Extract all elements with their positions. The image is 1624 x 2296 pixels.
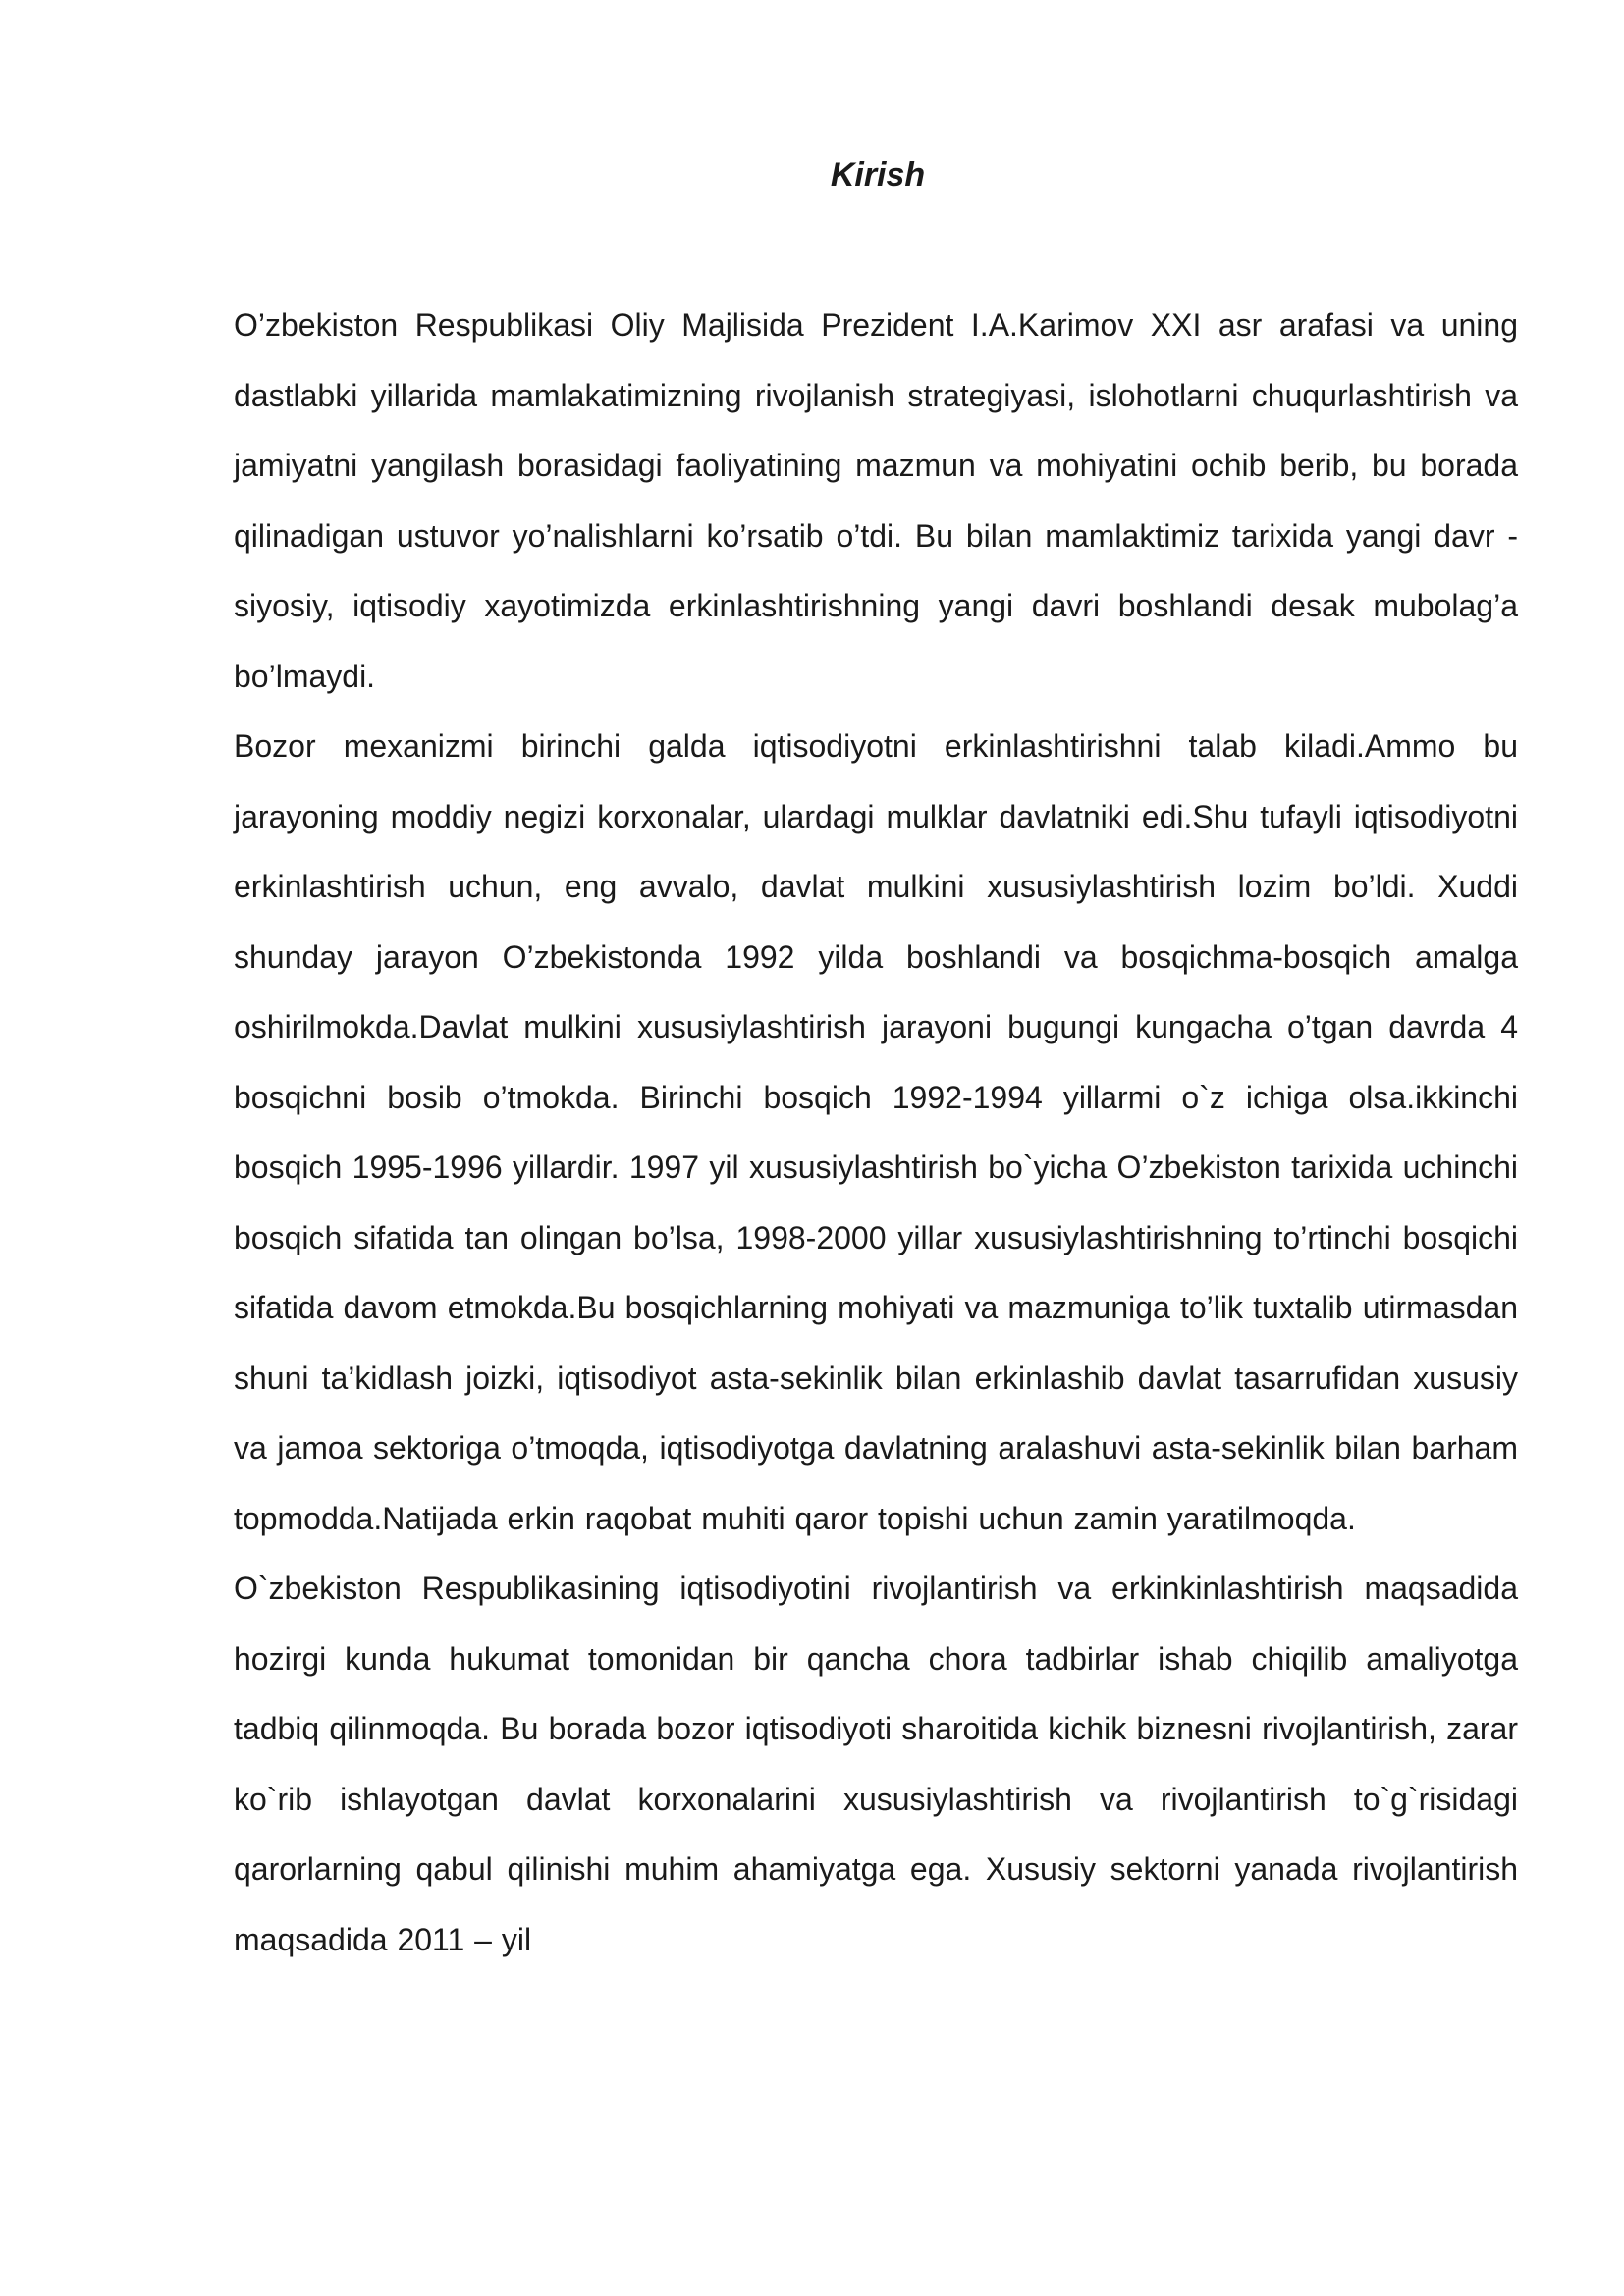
- paragraph-economy-development: O`zbekiston Respublikasining iqtisodiyotini rivojlantirish va erkinkinlashtirish maqsadida hozirgi kunda hukumat tomonidan bir qancha chora tadbirlar ishab chiqilib amaliyotga tadbiq qilinmoqda. Bu borada bozor iqtisodiyoti sharoitida kichik biznesni rivojlantirish, zarar ko`rib ishlayotgan davlat korxonalarini xususiylashtirish va rivojlantirish to`g`risidagi qarorlarning qabul qilinishi muhim ahamiyatga ega. Xususiy sektorni yanada rivojlantirish maqsadida 2011 – yil: [234, 1571, 1518, 1957]
- document-title: Kirish: [830, 156, 926, 193]
- paragraph-market-mechanism: Bozor mexanizmi birinchi galda iqtisodiyotni erkinlashtirishni talab kiladi.Ammo bu jarayoning moddiy negizi korxonalar, ulardagi mulklar davlatniki edi.Shu tufayli iqtisodiyotni erkinlashtirish uchun, eng avvalo, davlat mulkini xususiylashtirish lozim bo’ldi. Xuddi shunday jarayon O’zbekistonda 1992 yilda boshlandi va bosqichma-bosqich amalga oshirilmokda.Davlat mulkini xususiylashtirish jarayoni bugungi kungacha o’tgan davrda 4 bosqichni bosib o’tmokda. Birinchi bosqich 1992-1994 yillarmi o`z ichiga olsa.ikkinchi bosqich 1995-1996 yillardir. 1997 yil xususiylashtirish bo`yicha O’zbekiston tarixida uchinchi bosqich sifatida tan olingan bo’lsa, 1998-2000 yillar xususiylashtirishning to’rtinchi bosqichi sifatida davom etmokda.Bu bosqichlarning mohiyati va mazmuniga to’lik tuxtalib utirmasdan shuni ta’kidlash joizki, iqtisodiyot asta-sekinlik bilan erkinlashib davlat tasarrufidan xususiy va jamoa sektoriga o’tmoqda, iqtisodiyotga davlatning aralashuvi asta-sekinlik bilan barham topmodda.Natijada erkin raqobat muhiti qaror topishi uchun zamin yaratilmoqda.: [234, 728, 1518, 1536]
- paragraph-intro: O’zbekiston Respublikasi Oliy Majlisida Prezident I.A.Karimov XXI asr arafasi va uning dastlabki yillarida mamlakatimizning rivojlanish strategiyasi, islohotlarni chuqurlashtirish va jamiyatni yangilash borasidagi faoliyatining mazmun va mohiyatini ochib berib, bu borada qilinadigan ustuvor yo’nalishlarni ko’rsatib o’tdi. Bu bilan mamlaktimiz tarixida yangi davr - siyosiy, iqtisodiy xayotimizda erkinlashtirishning yangi davri boshlandi desak mubolag’a bo’lmaydi.: [234, 307, 1518, 694]
- document-body: [234, 291, 1518, 1975]
